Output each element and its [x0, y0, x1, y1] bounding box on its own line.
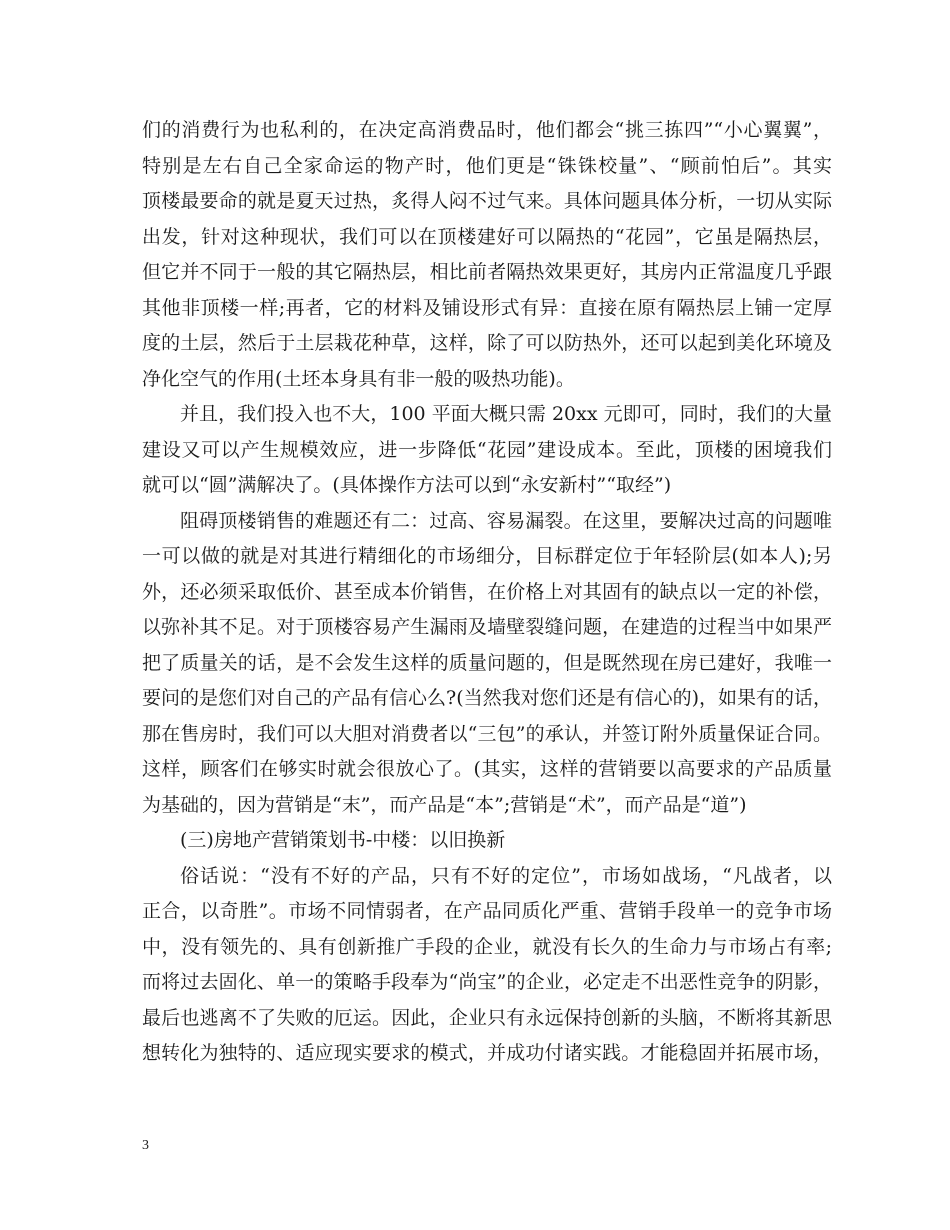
text-line: 这样，顾客们在够实时就会很放心了。(其实，这样的营销要以高要求的产品质量 — [142, 758, 832, 780]
text-line: 而将过去固化、单一的策略手段奉为“尚宝”的企业，必定走不出恶性竞争的阴影， — [142, 971, 832, 993]
text-line: 一可以做的就是对其进行精细化的市场细分，目标群定位于年轻阶层(如本人);另 — [142, 545, 832, 567]
text-line: 特别是左右自己全家命运的物产时，他们更是“铢铢校量”、“顾前怕后”。其实 — [142, 154, 832, 177]
text-line: 但它并不同于一般的其它隔热层，相比前者隔热效果更好，其房内正常温度几乎跟 — [142, 261, 832, 283]
text-line: 要问的是您们对自己的产品有信心么?(当然我对您们还是有信心的)，如果有的话， — [142, 687, 833, 709]
paragraph-first-line: 俗话说：“没有不好的产品，只有不好的定位”，市场如战场，“凡战者，以 — [180, 864, 832, 887]
text-line: 们的消费行为也私利的，在决定高消费品时，他们都会“挑三拣四”“小心翼翼”， — [142, 119, 832, 141]
text-line: 建设又可以产生规模效应，进一步降低“花园”建设成本。至此，顶楼的困境我们 — [142, 438, 832, 461]
text-line: 其他非顶楼一样;再者，它的材料及铺设形式有异：直接在原有隔热层上铺一定厚 — [142, 296, 832, 319]
page-number: 3 — [142, 1138, 149, 1153]
text-line: 想转化为独特的、适应现实要求的模式，并成功付诸实践。才能稳固并拓展市场， — [142, 1042, 832, 1064]
text-line: 中，没有领先的、具有创新推广手段的企业，就没有长久的生命力与市场占有率; — [142, 935, 832, 958]
text-line: 外，还必须采取低价、甚至成本价销售，在价格上对其固有的缺点以一定的补偿， — [142, 580, 832, 603]
paragraph-first-line: 阻碍顶楼销售的难题还有二：过高、容易漏裂。在这里，要解决过高的问题唯 — [180, 509, 832, 532]
text-line: 顶楼最要命的就是夏天过热，炙得人闷不过气来。具体问题具体分析，一切从实际 — [142, 190, 832, 212]
paragraph-first-line: 并且，我们投入也不大，100 平面大概只需 20xx 元即可，同时，我们的大量 — [180, 403, 832, 425]
text-line: 最后也逃离不了失败的厄运。因此，企业只有永远保持创新的头脑，不断将其新思 — [142, 1006, 832, 1029]
text-line: 正合，以奇胜”。市场不同情弱者，在产品同质化严重、营销手段单一的竞争市场 — [142, 900, 832, 922]
text-line: 度的土层，然后于土层栽花种草，这样，除了可以防热外，还可以起到美化环境及 — [142, 332, 832, 354]
text-line: 把了质量关的话，是不会发生这样的质量问题的，但是既然现在房已建好，我唯一 — [142, 651, 832, 674]
text-line: 那在售房时，我们可以大胆对消费者以“三包”的承认，并签订附外质量保证合同。 — [142, 722, 832, 745]
text-line: 就可以“圆”满解决了。(具体操作方法可以到“永安新村”“取经”) — [142, 474, 672, 496]
text-line: 以弥补其不足。对于顶楼容易产生漏雨及墙壁裂缝问题，在建造的过程当中如果严 — [142, 616, 832, 638]
text-line: 出发，针对这种现状，我们可以在顶楼建好可以隔热的“花园”，它虽是隔热层， — [142, 225, 832, 248]
text-line: 净化空气的作用(土坯本身具有非一般的吸热功能)。 — [142, 367, 575, 390]
text-line: 为基础的，因为营销是“末”，而产品是“本”;营销是“术”，而产品是“道”) — [142, 793, 747, 816]
body-text — [142, 113, 832, 1072]
section-heading: (三)房地产营销策划书-中楼：以旧换新 — [180, 829, 506, 851]
